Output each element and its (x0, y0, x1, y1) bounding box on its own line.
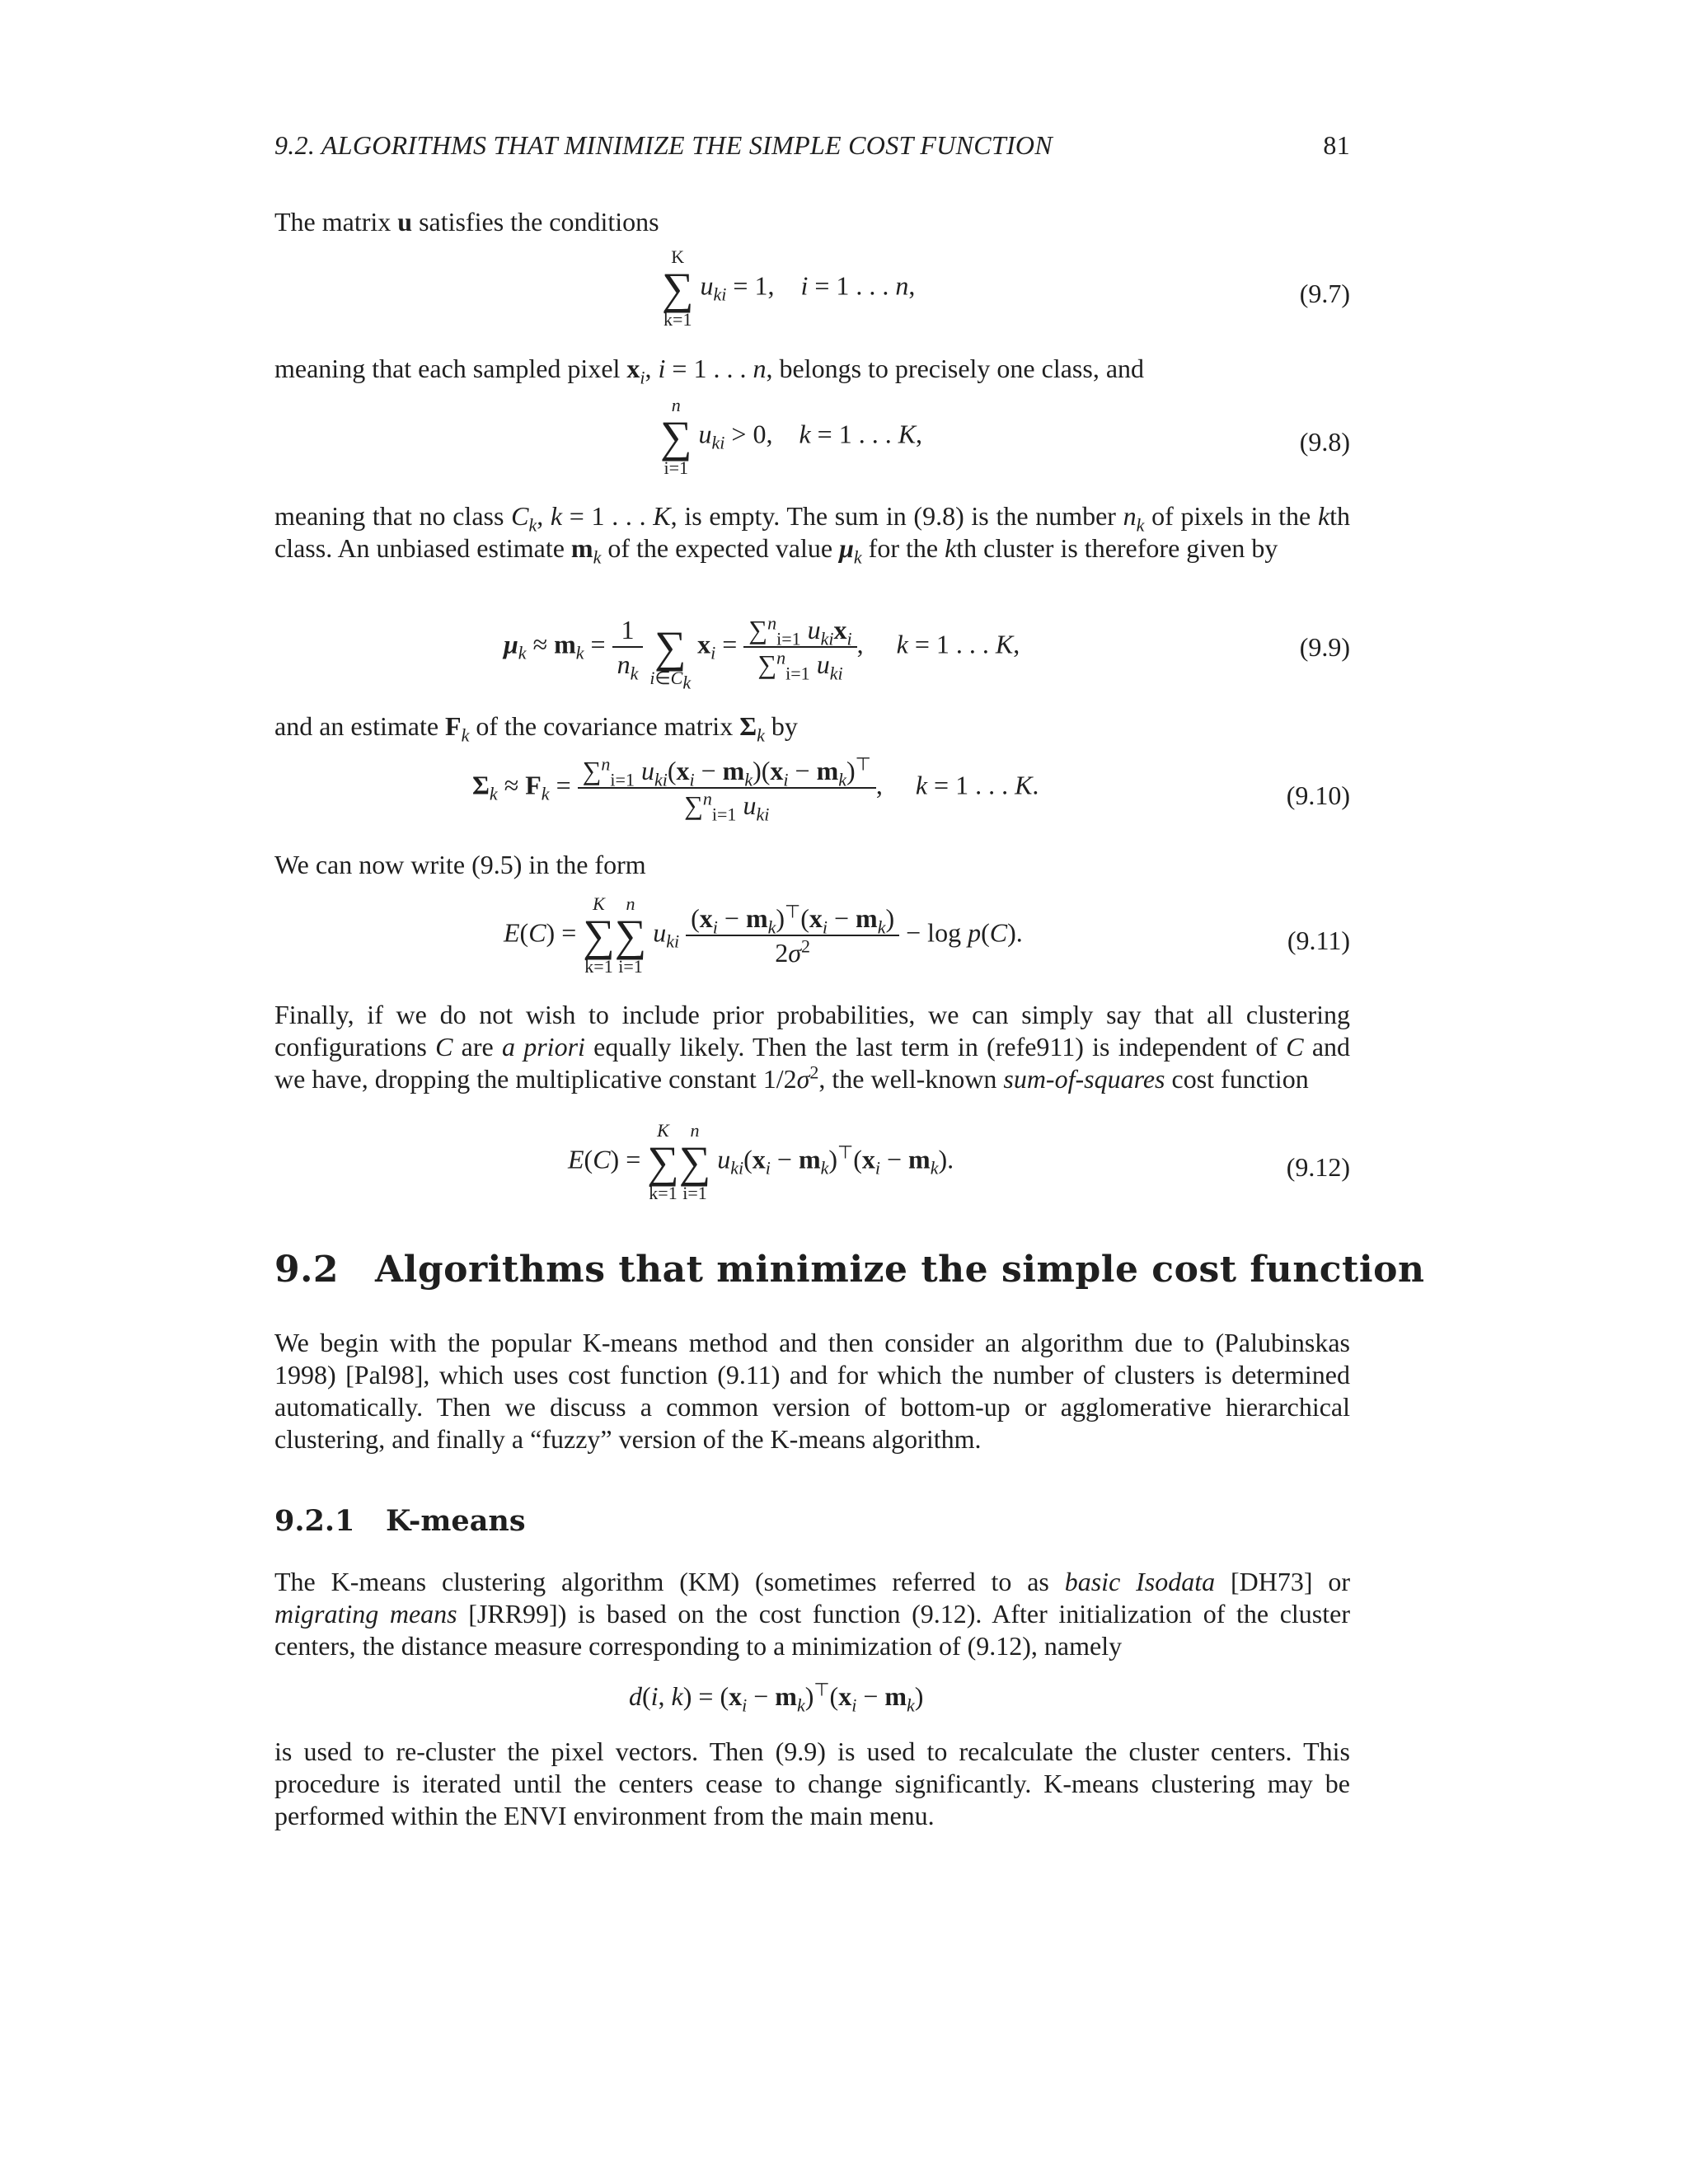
section-heading (274, 1249, 1424, 1291)
paragraph-matrix-u: The matrix u satisfies the conditions (274, 207, 659, 237)
equation-number: (9.10) (1286, 780, 1350, 810)
paragraph-finally: Finally, if we do not wish to include prior probabilities, we can simply say that all clustering configurations C are a priori equally likely. Then the last term in (refe911) is independent of C and we have, dropping the multiplicative constant $1/2\sigma^2$, the well-known sum-of-squares cost function (274, 1000, 1351, 1094)
equation-9-9: $\mu_k \approx m_k$ = $\frac{1}{n_k}$ ∑ $i\in C_k$ $x_i$ = $\frac{\sum^n_{i=1} u_{ki}x_i}{\sum^n_{i=1} u_{ki}}$ , k = 1 . . . K, (9.9) (504, 612, 1350, 693)
equation-number: (9.9) (1299, 632, 1350, 662)
equation-9-12: E(C) = K ∑ k=1n ∑ i=1 $u_{ki}(x_i - m_k)^⊤(x_i - m_k)$. (9.12) (568, 1120, 1350, 1203)
equation-distance: d(i, $k) = (x_i - m_k)^⊤(x_i - m_k)$ (629, 1679, 924, 1716)
paragraph-pixel-class: meaning that each sampled pixel $x_i$, i = 1 . . . n, belongs to precisely one class, and (274, 354, 1145, 388)
paragraph-kmeans: The K-means clustering algorithm (KM) (sometimes referred to as basic Isodata [DH73] or migrating means [JRR99]) is based on the cost function (9.12). After initialization of the cluster centers, the distance measure corresponding to a minimization of (9.12), namely (274, 1567, 1351, 1661)
paragraph-no-empty-class: meaning that no class $C_k$, k = 1 . . . K, is empty. The sum in (9.8) is the number $n_k$ of pixels in the kth class. An unbiased estimate $m_k$ of the expected value $\mu_k$ for the kth cluster is therefore given by (274, 501, 1351, 568)
running-title: 9.2. ALGORITHMS THAT MINIMIZE THE SIMPLE COST FUNCTION (274, 130, 1053, 160)
equation-number: (9.12) (1286, 1152, 1350, 1182)
equation-number: (9.8) (1299, 427, 1350, 457)
paragraph-covariance: and an estimate $F_k$ of the covariance matrix $\Sigma_k$ by (274, 711, 798, 746)
equation-9-11: E(C) = K ∑ k=1n ∑ i=1 $u_{ki}$ $\frac{(x_i - m_k)^⊤(x_i - m_k)}{2\sigma^2}$ − log p(C). (9.11) (504, 893, 1350, 977)
equation-number: (9.11) (1287, 926, 1350, 955)
section-number: 9.2 (274, 1249, 340, 1291)
subsection-title: K-means (386, 1504, 526, 1538)
equation-9-8: n ∑ i=1 $u_{ki} > 0$, k = 1 . . . K, (9.8) (660, 395, 1350, 478)
running-header (274, 130, 1350, 163)
equation-9-10: $\Sigma_k \approx F_k$ = $\frac{\sum^n_{i=1} u_{ki}(x_i - m_k)(x_i - m_k)^⊤}{\sum^n_{i=1} u_{ki}}$ , k = 1 . . . K. (9.10) (472, 753, 1350, 825)
page-number: 81 (1323, 130, 1350, 160)
section-title: Algorithms that minimize the simple cost function (375, 1249, 1425, 1291)
equation-number: (9.7) (1299, 279, 1350, 308)
paragraph-write-form: We can now write (9.5) in the form (274, 850, 646, 879)
paragraph-recluster: is used to re-cluster the pixel vectors. Then (9.9) is used to recalculate the cluster centers. This procedure is iterated until the centers cease to change significantly. K-means clustering may be performed within the ENVI environment from the main menu. (274, 1736, 1350, 1830)
paragraph-intro-section: We begin with the popular K-means method and then consider an algorithm due to (Palubinskas 1998) [Pal98], which uses cost function (9.11) and for which the number of clusters is determined automatically. Then we discuss a common version of bottom-up or agglomerative hierarchical clustering, and finally a “fuzzy” version of the K-means algorithm. (274, 1328, 1350, 1454)
subsection-number: 9.2.1 (274, 1504, 355, 1538)
equation-9-7: K ∑ k=1 $u_{ki} = 1$, i = 1 . . . n, (9.7) (662, 246, 1350, 330)
subsection-heading (274, 1504, 526, 1538)
